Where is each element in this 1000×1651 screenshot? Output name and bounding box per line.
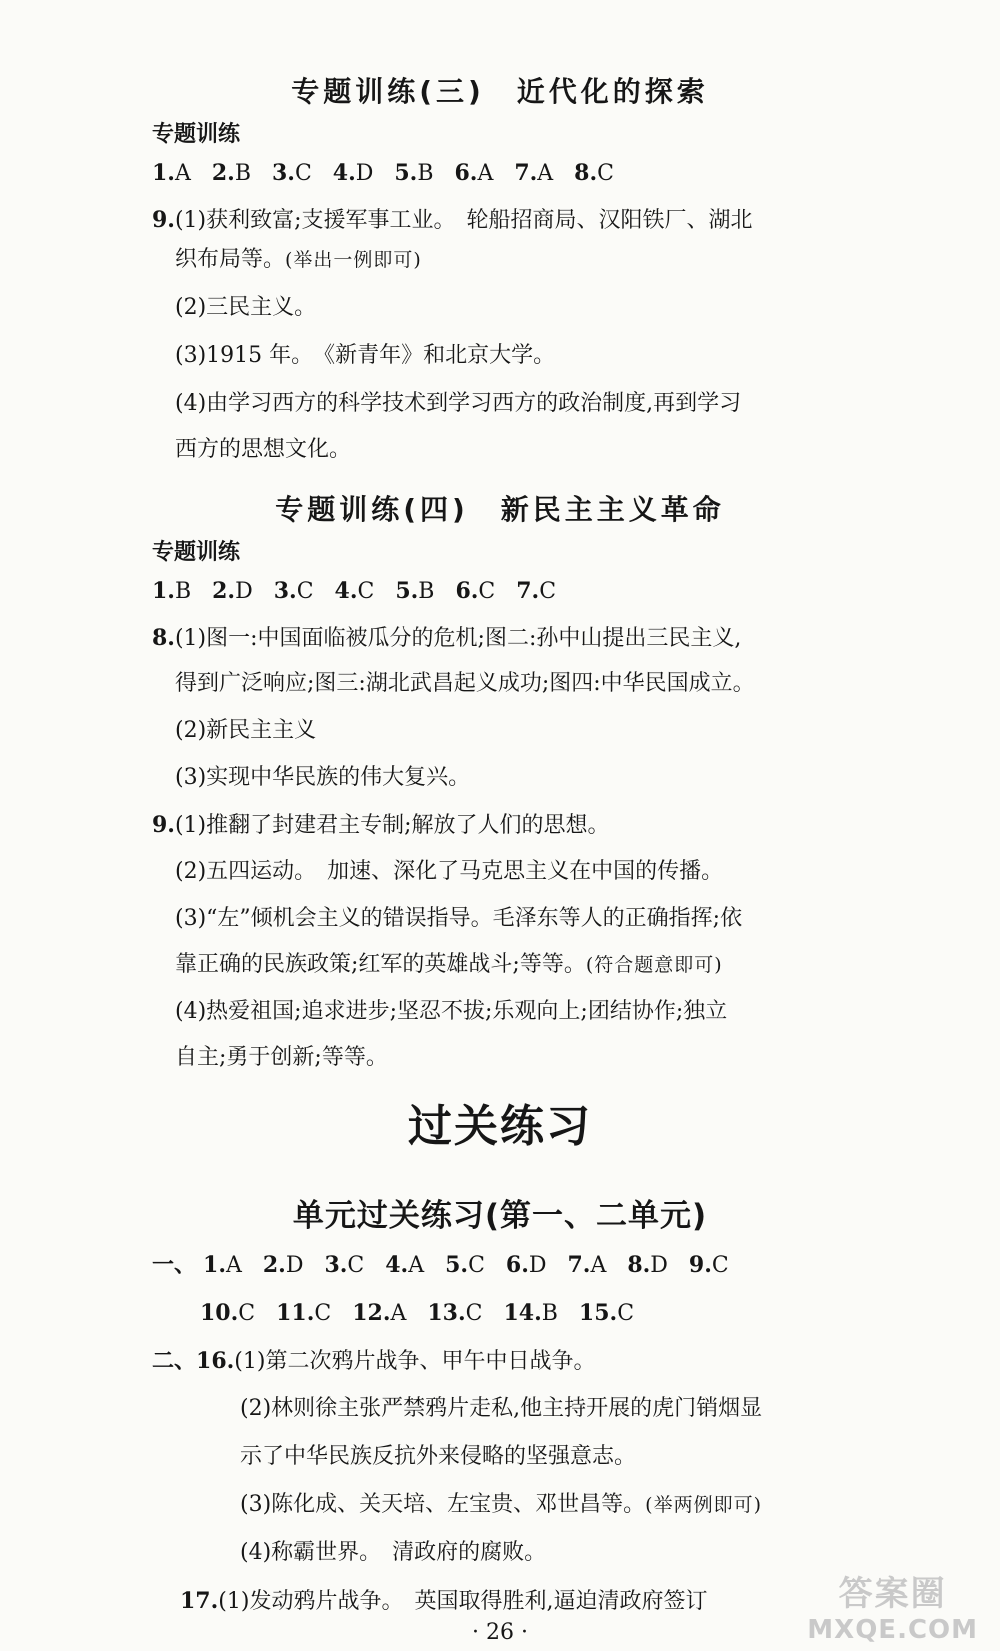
section3-q9-line3: (2)三民主义。 bbox=[175, 295, 317, 320]
mc-item: 1.B bbox=[152, 578, 192, 604]
mc-item: 1.A bbox=[203, 1252, 242, 1278]
section3-q9-line2: 织布局等。(举出一例即可) bbox=[175, 247, 422, 272]
section4-q8-line2: 得到广泛响应;图三:湖北武昌起义成功;图四:中华民国成立。 bbox=[175, 671, 755, 696]
section4-title: 专题训练(四) 新民主主义革命 bbox=[275, 493, 725, 526]
section3-subtitle: 专题训练 bbox=[152, 122, 241, 147]
mc-item: 5.B bbox=[395, 578, 435, 604]
section4-subtitle: 专题训练 bbox=[152, 540, 241, 565]
mc-item: 7.A bbox=[514, 160, 554, 186]
watermark-bottom: MXQE.COM bbox=[807, 1615, 978, 1645]
watermark-top: 答案圈 bbox=[838, 1574, 947, 1614]
mc-item: 4.C bbox=[334, 578, 375, 604]
unit-q16-line1: 二、16.(1)第二次鸦片战争、甲午中日战争。 bbox=[152, 1348, 596, 1374]
section4-q9-line5: (4)热爱祖国;追求进步;坚忍不拔;乐观向上;团结协作;独立 bbox=[175, 999, 728, 1024]
page-number: · 26 · bbox=[472, 1620, 528, 1645]
section4-q9-line4: 靠正确的民族政策;红军的英雄战斗;等等。(符合题意即可) bbox=[175, 952, 723, 977]
mc-item: 6.A bbox=[454, 160, 494, 186]
section4-q8-line1: 8.(1)图一:中国面临被瓜分的危机;图二:孙中山提出三民主义, bbox=[152, 625, 742, 651]
part-title: 过关练习 bbox=[408, 1101, 592, 1152]
unit-q16-line5: (4)称霸世界。 清政府的腐败。 bbox=[240, 1540, 547, 1565]
unit-q17-line1: 17.(1)发动鸦片战争。 英国取得胜利,逼迫清政府签订 bbox=[180, 1588, 708, 1614]
answer-note: (符合题意即可) bbox=[585, 954, 723, 976]
section3-q9-line5: (4)由学习西方的科学技术到学习西方的政治制度,再到学习 bbox=[175, 391, 742, 416]
unit-title: 单元过关练习(第一、二单元) bbox=[292, 1198, 708, 1234]
question-number: 9. bbox=[152, 207, 175, 233]
unit-q16-line4: (3)陈化成、关天培、左宝贵、邓世昌等。(举两例即可) bbox=[240, 1492, 762, 1517]
section4-q9-line6: 自主;勇于创新;等等。 bbox=[175, 1045, 388, 1070]
question-number: 16. bbox=[196, 1348, 235, 1374]
mc-item: 3.C bbox=[324, 1252, 365, 1278]
unit-mc-row2 bbox=[200, 1298, 634, 1329]
mc-item: 12.A bbox=[352, 1300, 407, 1326]
mc-item: 8.D bbox=[627, 1252, 668, 1278]
section3-mc-answers bbox=[152, 158, 614, 189]
mc-item: 3.C bbox=[273, 578, 314, 604]
watermark-logo bbox=[807, 1566, 978, 1645]
mc-item: 15.C bbox=[578, 1300, 635, 1326]
mc-item: 1.A bbox=[152, 160, 191, 186]
question-number: 9. bbox=[152, 812, 175, 838]
mc-item: 2.D bbox=[212, 578, 253, 604]
section3-q9-line4: (3)1915 年。 《新青年》和北京大学。 bbox=[175, 343, 556, 368]
mc-item: 8.C bbox=[574, 160, 614, 186]
mc-item: 5.B bbox=[394, 160, 434, 186]
mc-item: 5.C bbox=[445, 1252, 485, 1278]
mc-item: 2.B bbox=[211, 160, 251, 186]
mc-item: 9.C bbox=[688, 1252, 729, 1278]
mc-item: 10.C bbox=[200, 1300, 256, 1326]
section3-q9-line6: 西方的思想文化。 bbox=[175, 437, 352, 462]
mc-item: 7.C bbox=[516, 578, 557, 604]
section4-q8-line4: (3)实现中华民族的伟大复兴。 bbox=[175, 765, 471, 790]
mc-item: 2.D bbox=[262, 1252, 304, 1278]
mc-item: 6.D bbox=[505, 1252, 547, 1278]
unit-mc-row1 bbox=[152, 1250, 729, 1281]
section3-title: 专题训练(三) 近代化的探索 bbox=[291, 75, 709, 108]
question-number: 17. bbox=[180, 1588, 219, 1614]
section4-q8-line3: (2)新民主主义 bbox=[175, 718, 317, 743]
group-label: 一、 bbox=[152, 1252, 197, 1278]
section3-q9-line1: 9.(1)获利致富;支援军事工业。 轮船招商局、汉阳铁厂、湖北 bbox=[152, 207, 753, 233]
section4-mc-answers bbox=[152, 576, 556, 607]
section4-q9-line2: (2)五四运动。 加速、深化了马克思主义在中国的传播。 bbox=[175, 859, 724, 884]
answer-note: (举出一例即可) bbox=[285, 249, 422, 271]
section4-q9-line1: 9.(1)推翻了封建君主专制;解放了人们的思想。 bbox=[152, 812, 610, 838]
section4-q9-line3: (3)“左”倾机会主义的错误指导。毛泽东等人的正确指挥;依 bbox=[175, 906, 743, 931]
group-label: 二、 bbox=[152, 1348, 197, 1374]
mc-item: 3.C bbox=[271, 160, 312, 186]
mc-item: 4.D bbox=[332, 160, 374, 186]
answer-note: (举两例即可) bbox=[645, 1494, 762, 1516]
mc-item: 14.B bbox=[503, 1300, 558, 1326]
mc-item: 7.A bbox=[567, 1252, 607, 1278]
mc-item: 11.C bbox=[276, 1300, 332, 1326]
question-number: 8. bbox=[152, 625, 175, 651]
mc-item: 4.A bbox=[385, 1252, 425, 1278]
mc-item: 13.C bbox=[427, 1300, 483, 1326]
mc-item: 6.C bbox=[455, 578, 496, 604]
unit-q16-line2: (2)林则徐主张严禁鸦片走私,他主持开展的虎门销烟显 bbox=[240, 1396, 763, 1421]
unit-q16-line3: 示了中华民族反抗外来侵略的坚强意志。 bbox=[240, 1444, 637, 1469]
